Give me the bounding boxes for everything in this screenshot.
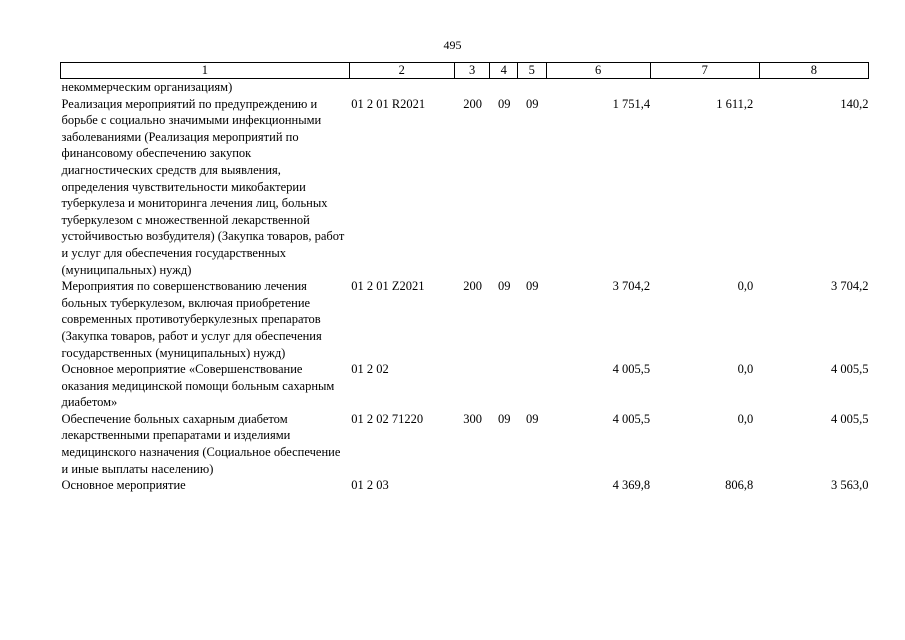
table-row xyxy=(61,278,869,361)
row-name-cell: некоммерческим организациям) xyxy=(61,80,233,94)
section-cell: 09 xyxy=(498,279,511,294)
budget-code-cell: 01 2 01 Z2021 xyxy=(351,279,425,294)
table-row xyxy=(61,96,869,279)
expense-type-cell: 200 xyxy=(463,96,482,111)
row-name-cell: Обеспечение больных сахарным диабетом лекарственными препаратами и изделиями медицинского назначения (Социальное обеспечение и иные выплаты населению) xyxy=(61,411,341,476)
row-name-cell: Основное мероприятие «Совершенствование оказания медицинской помощи больным сахарным диабетом» xyxy=(61,362,335,410)
row-name-cell: Реализация мероприятий по предупреждению и борьбе с социально значимыми инфекционными заболеваниями (Реализация мероприятий по финансовому обеспечению закупок диагностических средств для выявления, определения чувствительности микобактерии туберкулеза и мониторинга лечения лиц, больных туберкулезом с множественной лекарственной устойчивостью возбудителя) (Закупка товаров, работ и услуг для обеспечения государственных (муниципальных) нужд) xyxy=(61,96,345,277)
section-cell: 09 xyxy=(498,96,511,111)
column-header: 5 xyxy=(518,63,547,79)
section-cell xyxy=(490,477,518,494)
federal-amount-cell: 0,0 xyxy=(737,362,754,377)
column-header: 1 xyxy=(61,63,350,79)
table-row xyxy=(61,411,869,477)
column-header: 2 xyxy=(349,63,454,79)
expense-type-cell xyxy=(454,79,490,96)
expense-type-cell: 200 xyxy=(463,279,482,294)
row-name-cell: Мероприятия по совершенствованию лечения больных туберкулезом, включая приобретение современных противотуберкулезных препаратов (Закупка товаров, работ и услуг для обеспечения государственных (муниципальных) нужд) xyxy=(61,279,322,360)
regional-amount-cell: 140,2 xyxy=(840,96,869,111)
column-header: 6 xyxy=(546,63,650,79)
expense-type-cell xyxy=(454,361,490,411)
subsection-cell xyxy=(518,477,547,494)
total-amount-cell: 4 005,5 xyxy=(612,362,651,377)
subsection-cell xyxy=(518,79,547,96)
subsection-cell: 09 xyxy=(526,411,539,426)
budget-table xyxy=(60,62,869,494)
row-name-cell: Основное мероприятие xyxy=(61,478,186,493)
expense-type-cell xyxy=(454,477,490,494)
regional-amount-cell xyxy=(759,79,868,96)
column-header: 4 xyxy=(490,63,518,79)
subsection-cell xyxy=(518,361,547,411)
page-number: 495 xyxy=(443,38,462,52)
table-row xyxy=(61,477,869,494)
budget-code-cell: 01 2 01 R2021 xyxy=(351,96,426,111)
column-header: 8 xyxy=(759,63,868,79)
section-cell xyxy=(490,361,518,411)
federal-amount-cell xyxy=(650,79,759,96)
column-number-header-row xyxy=(61,63,869,79)
regional-amount-cell: 3 563,0 xyxy=(831,478,869,493)
regional-amount-cell: 4 005,5 xyxy=(831,411,869,426)
total-amount-cell: 4 005,5 xyxy=(612,411,651,426)
budget-code-cell: 01 2 02 xyxy=(351,362,389,377)
federal-amount-cell: 1 611,2 xyxy=(716,96,754,111)
table-row xyxy=(61,361,869,411)
table-row xyxy=(61,79,869,96)
budget-code-cell: 01 2 02 71220 xyxy=(351,411,424,426)
subsection-cell: 09 xyxy=(526,279,539,294)
federal-amount-cell: 806,8 xyxy=(725,478,754,493)
total-amount-cell: 3 704,2 xyxy=(612,279,651,294)
federal-amount-cell: 0,0 xyxy=(737,279,754,294)
subsection-cell: 09 xyxy=(526,96,539,111)
section-cell: 09 xyxy=(498,411,511,426)
total-amount-cell xyxy=(546,79,650,96)
column-header: 7 xyxy=(650,63,759,79)
budget-code-cell: 01 2 03 xyxy=(351,478,389,493)
federal-amount-cell: 0,0 xyxy=(737,411,754,426)
expense-type-cell: 300 xyxy=(463,411,482,426)
regional-amount-cell: 3 704,2 xyxy=(831,279,869,294)
section-cell xyxy=(490,79,518,96)
regional-amount-cell: 4 005,5 xyxy=(831,362,869,377)
total-amount-cell: 1 751,4 xyxy=(612,96,651,111)
budget-code-cell xyxy=(349,79,454,96)
column-header: 3 xyxy=(454,63,490,79)
total-amount-cell: 4 369,8 xyxy=(612,478,651,493)
